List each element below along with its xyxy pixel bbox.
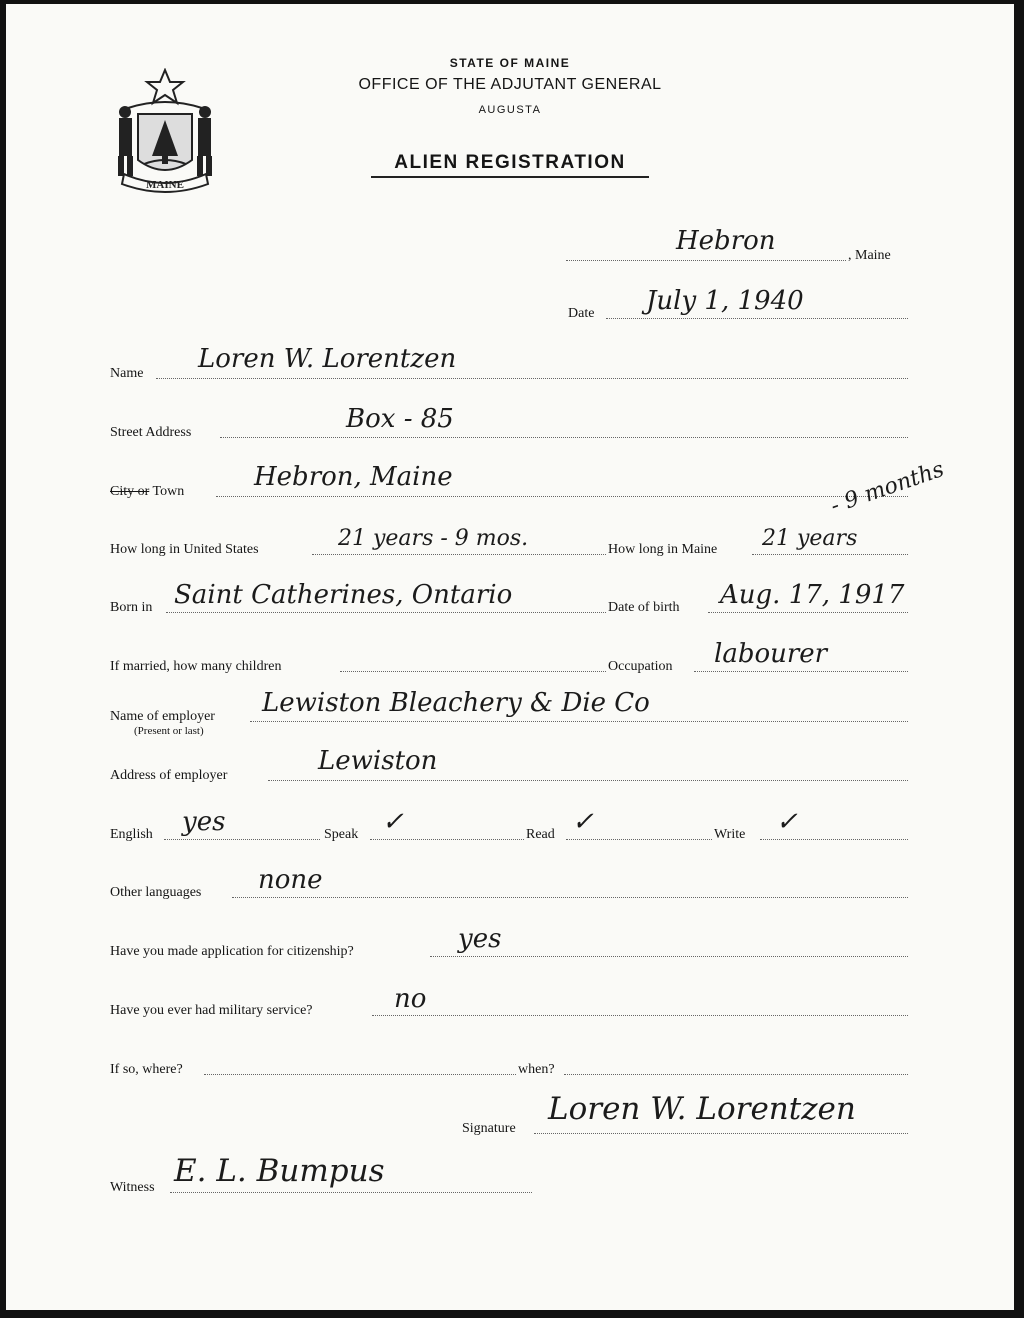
speak-dots — [370, 839, 524, 840]
header-state: STATE OF MAINE — [449, 56, 571, 70]
form-title: ALIEN REGISTRATION — [394, 152, 626, 173]
form-title-underline — [371, 176, 649, 178]
date-dots — [606, 318, 908, 319]
employer-address-label: Address of employer — [110, 768, 228, 783]
location-suffix: , Maine — [848, 248, 891, 263]
where-label: If so, where? — [110, 1062, 183, 1077]
write-value: ✓ — [776, 807, 798, 837]
name-value: Loren W. Lorentzen — [198, 344, 457, 374]
maine-duration-label: How long in Maine — [608, 542, 718, 557]
write-dots — [760, 839, 908, 840]
maine-duration-value: 21 years — [762, 526, 858, 551]
street-label: Street Address — [110, 425, 192, 440]
witness-value: E. L. Bumpus — [174, 1153, 385, 1189]
citizenship-value: yes — [458, 924, 502, 954]
date-label: Date — [568, 306, 595, 321]
signature-value: Loren W. Lorentzen — [548, 1091, 856, 1127]
english-dots — [164, 839, 320, 840]
city-dots — [216, 496, 908, 497]
header-office: OFFICE OF THE ADJUTANT GENERAL — [358, 76, 662, 93]
dob-value: Aug. 17, 1917 — [720, 580, 905, 610]
military-label: Have you ever had military service? — [110, 1003, 313, 1018]
other-languages-value: none — [258, 865, 323, 895]
write-label: Write — [714, 827, 746, 842]
dob-dots — [708, 612, 908, 613]
english-label: English — [110, 827, 153, 842]
maine-duration-dots — [752, 554, 908, 555]
street-value: Box - 85 — [346, 404, 454, 434]
citizenship-label: Have you made application for citizenship? — [110, 944, 354, 959]
occupation-dots — [694, 671, 908, 672]
occupation-label: Occupation — [608, 659, 673, 674]
us-duration-dots — [312, 554, 606, 555]
us-duration-label: How long in United States — [110, 542, 259, 557]
military-value: no — [394, 984, 427, 1014]
employer-label: Name of employer — [110, 709, 215, 724]
us-duration-value: 21 years - 9 mos. — [338, 526, 529, 551]
when-label: when? — [518, 1062, 555, 1077]
signature-label: Signature — [462, 1121, 516, 1136]
city-label-struck: City or — [110, 484, 150, 499]
witness-label: Witness — [110, 1180, 155, 1195]
employer-sublabel: (Present or last) — [134, 725, 204, 737]
employer-value: Lewiston Bleachery & Die Co — [262, 688, 650, 718]
children-dots — [340, 671, 606, 672]
name-label: Name — [110, 366, 144, 381]
registration-form-sheet — [6, 4, 1014, 1310]
city-label: Town — [152, 484, 185, 499]
location-value: Hebron — [676, 226, 776, 256]
employer-address-value: Lewiston — [318, 746, 438, 776]
seal-label: MAINE — [146, 179, 184, 191]
header-city: AUGUSTA — [478, 104, 542, 116]
dob-label: Date of birth — [608, 600, 680, 615]
employer-address-dots — [268, 780, 908, 781]
where-dots — [204, 1074, 516, 1075]
employer-dots — [250, 721, 908, 722]
street-dots — [220, 437, 908, 438]
read-label: Read — [526, 827, 555, 842]
other-languages-dots — [232, 897, 908, 898]
english-value: yes — [182, 807, 226, 837]
other-languages-label: Other languages — [110, 885, 202, 900]
born-in-label: Born in — [110, 600, 153, 615]
read-value: ✓ — [572, 807, 594, 837]
witness-dots — [170, 1192, 532, 1193]
maine-duration-annotation: - 9 months — [827, 456, 948, 520]
citizenship-dots — [430, 956, 908, 957]
name-dots — [156, 378, 908, 379]
speak-value: ✓ — [382, 807, 404, 837]
signature-dots — [534, 1133, 908, 1134]
when-dots — [564, 1074, 908, 1075]
location-dots — [566, 260, 846, 261]
read-dots — [566, 839, 712, 840]
speak-label: Speak — [324, 827, 359, 842]
born-in-value: Saint Catherines, Ontario — [174, 580, 513, 610]
date-value: July 1, 1940 — [646, 286, 804, 316]
military-dots — [372, 1015, 908, 1016]
occupation-value: labourer — [714, 639, 828, 669]
city-value: Hebron, Maine — [254, 462, 453, 492]
born-in-dots — [166, 612, 606, 613]
children-label: If married, how many children — [110, 659, 282, 674]
